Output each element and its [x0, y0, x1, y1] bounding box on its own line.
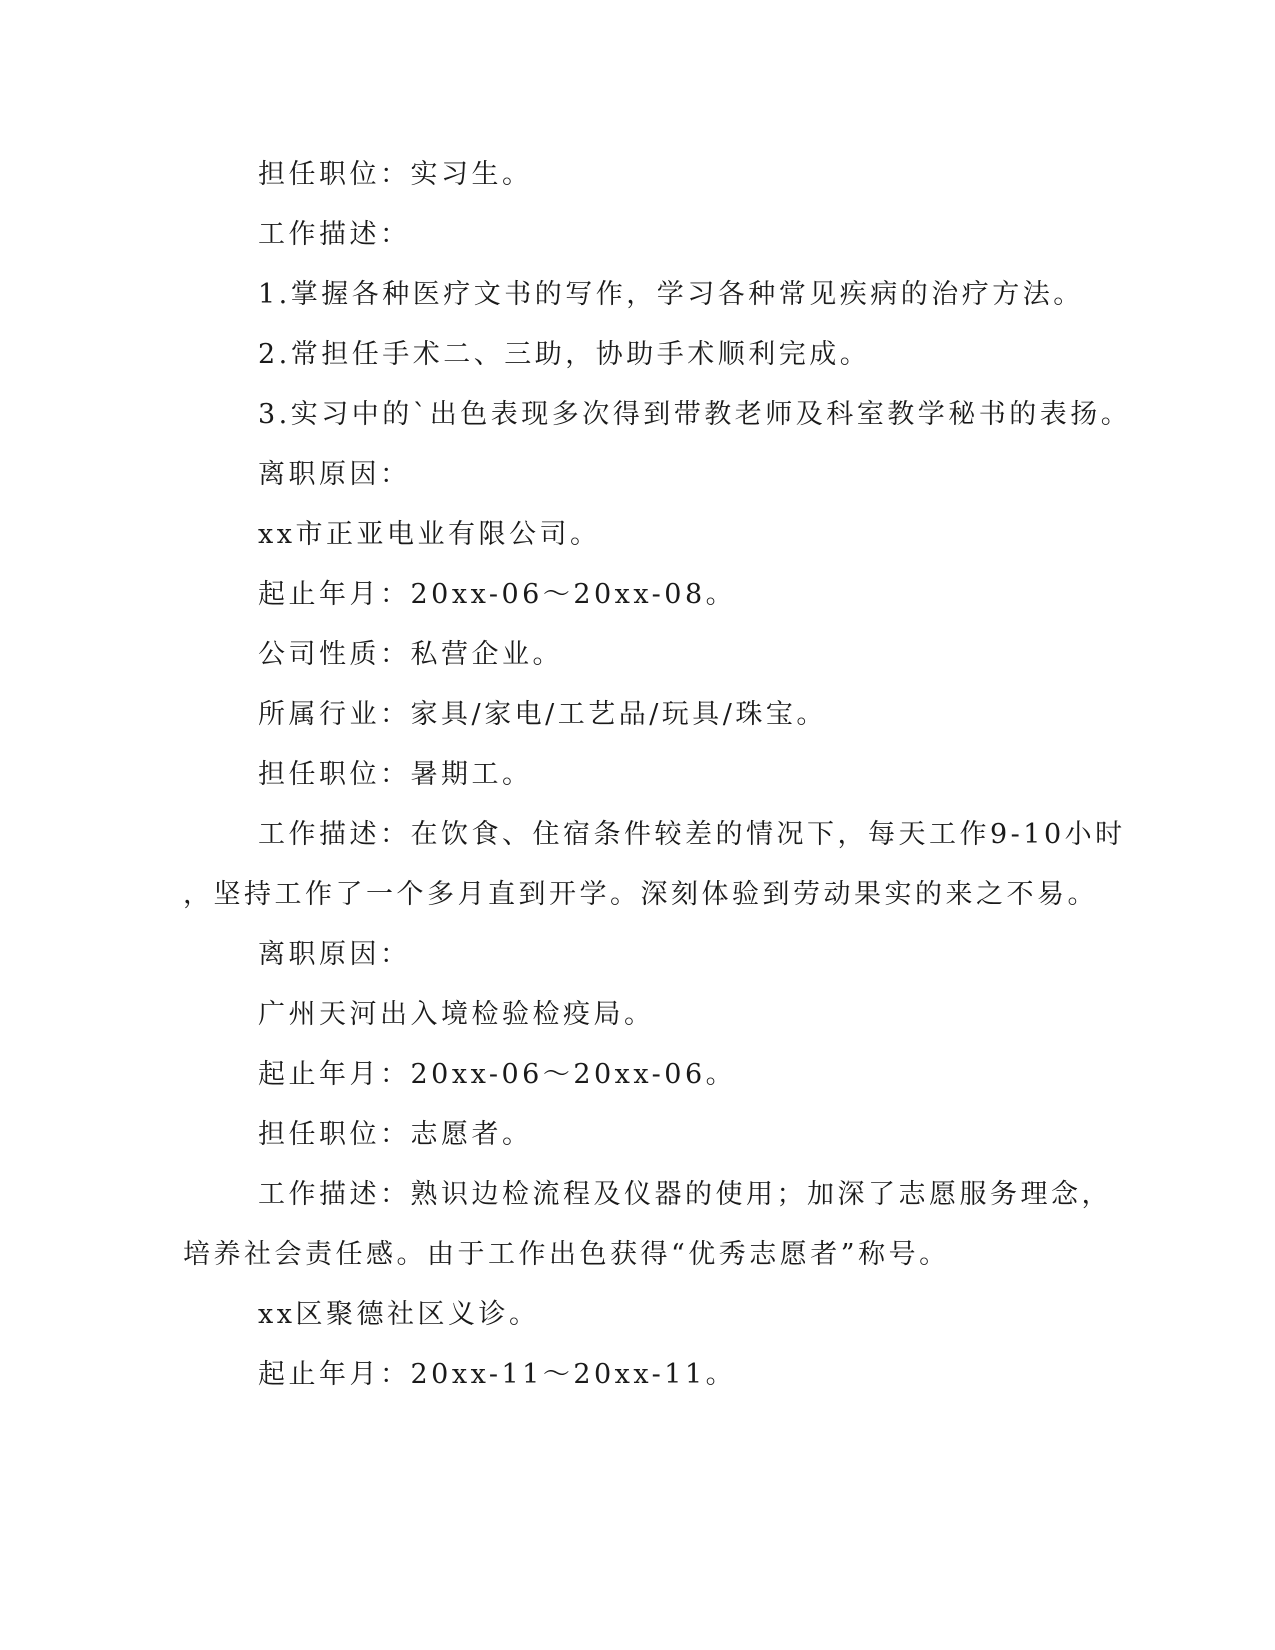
- text-line: xx区聚德社区义诊。: [258, 1299, 540, 1330]
- text-line: 工作描述：: [258, 219, 411, 250]
- text-line: 担任职位：实习生。: [258, 159, 533, 190]
- text-line: 担任职位：志愿者。: [258, 1119, 533, 1150]
- text-line: 2.常担任手术二、三助，协助手术顺利完成。: [258, 339, 871, 370]
- text-line-continuation: 培养社会责任感。由于工作出色获得“优秀志愿者”称号。: [183, 1239, 950, 1270]
- text-line: 1.掌握各种医疗文书的写作，学习各种常见疾病的治疗方法。: [258, 279, 1084, 310]
- text-line: 离职原因：: [258, 939, 411, 970]
- text-line: 广州天河出入境检验检疫局。: [258, 999, 655, 1030]
- text-line: 起止年月：20xx-06～20xx-06。: [258, 1059, 737, 1090]
- text-line: 起止年月：20xx-06～20xx-08。: [258, 579, 737, 610]
- text-line: 离职原因：: [258, 459, 411, 490]
- text-line: 工作描述：熟识边检流程及仪器的使用；加深了志愿服务理念，: [258, 1179, 1112, 1210]
- text-line-continuation: ，坚持工作了一个多月直到开学。深刻体验到劳动果实的来之不易。: [183, 879, 1098, 910]
- text-line: 公司性质：私营企业。: [258, 639, 563, 670]
- text-line: 起止年月：20xx-11～20xx-11。: [258, 1359, 737, 1390]
- text-line: 所属行业：家具/家电/工艺品/玩具/珠宝。: [258, 699, 827, 730]
- text-line: xx市正亚电业有限公司。: [258, 519, 601, 550]
- text-line: 担任职位：暑期工。: [258, 759, 533, 790]
- text-line: 3.实习中的`出色表现多次得到带教老师及科室教学秘书的表扬。: [258, 399, 1132, 430]
- text-line: 工作描述：在饮食、住宿条件较差的情况下，每天工作9-10小时: [258, 819, 1126, 850]
